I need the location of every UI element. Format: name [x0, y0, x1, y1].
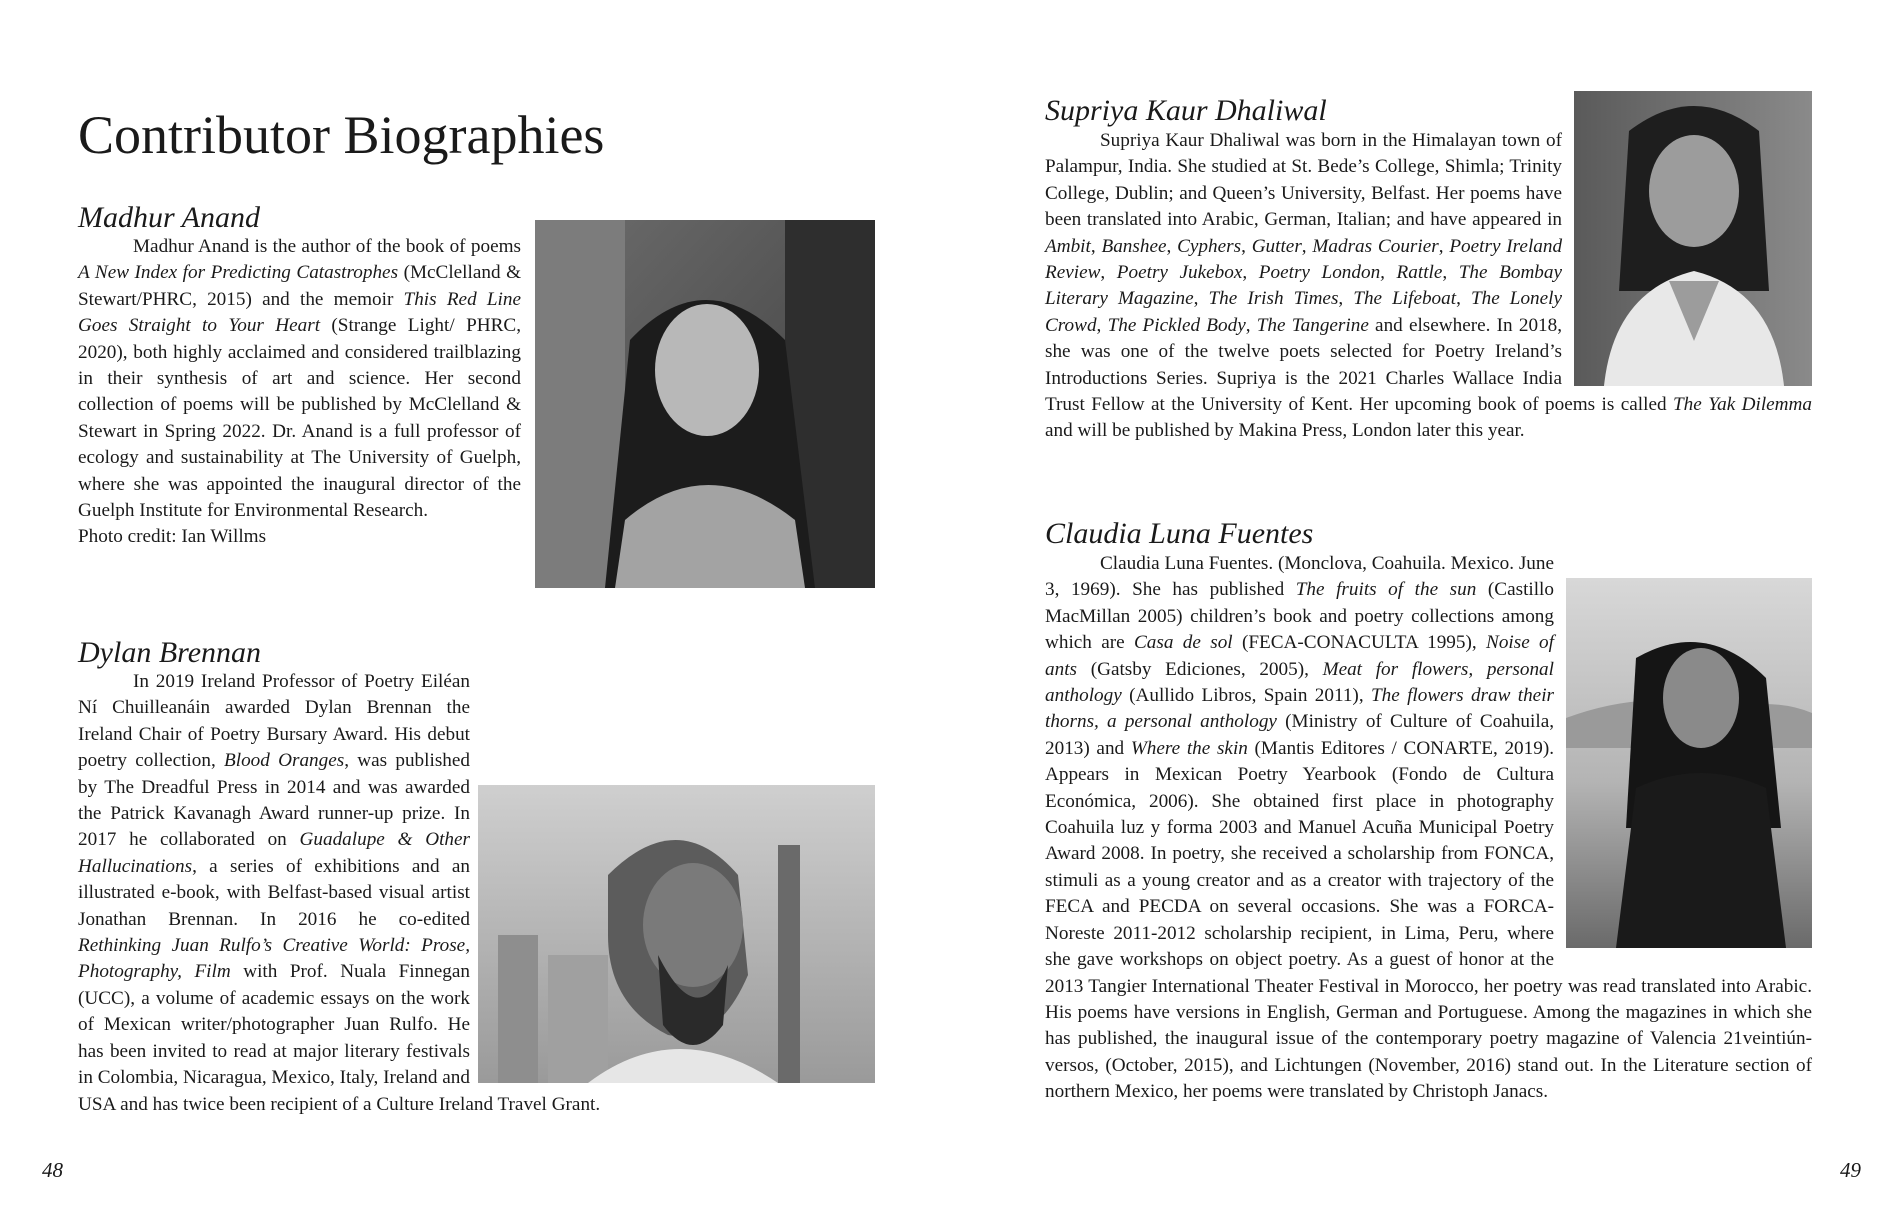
- italic-title: Poetry London, Rattle: [1258, 262, 1443, 284]
- italic-title: Ambit: [1045, 235, 1091, 257]
- bio-segment: ,: [1338, 288, 1354, 310]
- bio-segment: ,: [1241, 235, 1252, 257]
- italic-title: Gutter: [1251, 235, 1302, 257]
- bio-segment: , was published by The Dreadful Press in 2014 and was awarded the Patrick Kavanagh Award runner-up prize. In 2017 he collaborated on: [78, 750, 470, 851]
- bio-segment: , a series of exhibitions and an illustrated e-book, with Belfast-based visual artist Jonathan Brennan. In 2016 he co-edited: [78, 855, 470, 930]
- contributor-name-madhur-anand: Madhur Anand: [78, 201, 260, 234]
- contributor-bio-dylan-brennan: [78, 669, 875, 1118]
- contributor-bio-claudia-luna-fuentes: [1045, 551, 1812, 1106]
- page-title: Contributor Biographies: [78, 105, 605, 165]
- bio-segment: (Aullido Libros, Spain 2011),: [1121, 685, 1371, 707]
- italic-title: Noise of ants: [1045, 632, 1554, 680]
- bio-segment: ,: [1096, 314, 1108, 336]
- bio-segment: (Castillo MacMillan 2005) children’s book and poetry collections among which are: [1045, 579, 1554, 654]
- italic-title: The Pickled Body: [1107, 314, 1246, 336]
- portrait-photo-claudia-luna-fuentes: [1566, 578, 1812, 948]
- italic-title: Casa de sol: [1134, 632, 1233, 654]
- italic-title: Where the skin: [1130, 737, 1248, 759]
- italic-title: The Irish Times: [1208, 288, 1339, 310]
- contributor-name-supriya-kaur-dhaliwal: Supriya Kaur Dhaliwal: [1045, 94, 1327, 127]
- bio-segment: and will be published by Makina Press, London later this year.: [1045, 420, 1525, 442]
- bio-segment: ,: [1090, 235, 1102, 257]
- italic-title: The Bombay Literary Magazine: [1045, 262, 1563, 310]
- italic-title: Blood Oranges: [224, 750, 345, 772]
- italic-title: Madras Courier: [1312, 235, 1439, 257]
- bio-segment: and elsewhere. In 2018, she was one of the twelve poets selected for Poetry Ireland’s Introductions Series. Supriya is the 2021 Charles Wallace India Trust Fellow at the University of Kent. Her upcoming book of poems is called: [1045, 314, 1673, 416]
- italic-title: Cyphers: [1177, 235, 1242, 257]
- bio-segment: (FECA-CONACULTA 1995),: [1232, 632, 1487, 654]
- italic-title: The Tangerine: [1256, 314, 1369, 336]
- right-page: [945, 0, 1890, 1219]
- bio-segment: Madhur Anand is the author of the book of poems: [133, 236, 521, 257]
- italic-title: This Red Line Goes Straight to Your Heart: [78, 288, 521, 337]
- bio-segment: ,: [1245, 314, 1257, 336]
- portrait-photo-madhur-anand: [535, 220, 875, 588]
- contributor-name-dylan-brennan: Dylan Brennan: [78, 636, 262, 669]
- italic-title: Poetry Ireland Review: [1045, 235, 1563, 284]
- contributor-bio-supriya-kaur-dhaliwal: [1045, 128, 1812, 445]
- italic-title: The fruits of the sun: [1295, 579, 1477, 601]
- bio-segment: (Gatsby Ediciones, 2005),: [1077, 658, 1323, 680]
- italic-title: The Lonely Crowd: [1045, 288, 1563, 336]
- portrait-photo-supriya-kaur-dhaliwal: [1574, 91, 1812, 386]
- bio-segment: with Prof. Nuala Finnegan (UCC), a volume of academic essays on the work of Mexican writer/photographer Juan Rulfo. He has been invited to read at major literary festivals in Colombia, Nicaragua, Mexico, Italy, Ireland and USA and has twice been recipient of a Culture Ireland Travel Grant.: [78, 961, 601, 1115]
- bio-segment: ,: [1438, 235, 1450, 257]
- italic-title: The Yak Dilemma: [1673, 394, 1812, 416]
- contributor-bio-madhur-anand: [78, 234, 875, 588]
- contributor-name-claudia-luna-fuentes: Claudia Luna Fuentes: [1045, 517, 1314, 550]
- bio-segment: (Mantis Editores / CONARTE, 2019). Appears in Mexican Poetry Yearbook (Fondo de Cultura Económica, 2006). She obtained first place in photography Coahuila luz y forma 2003 and Manuel Acuña Municipal Poetry Award 2008. In poetry, she received a scholarship from FONCA, stimuli as a young creator and as a creator with trajectory of the FECA and PECDA on several occasions. She was a FORCA-Noreste 2011-2012 scholarship recipient, in Lima, Peru, where she gave workshops on object poetry. As a guest of honor at the 2013 Tangier International Theater Festival in Morocco, her poetry was read translated into Arabic. His poems have versions in English, German and Portuguese. Among the magazines in which she has published, the inaugural issue of the contemporary poetry magazine of Valencia 21veintiún-versos, (October, 2015), and Lichtungen (November, 2016) stand out. In the Literature section of northern Mexico, her poems were translated by Christoph Janacs.: [1045, 737, 1812, 1103]
- bio-segment: (McClelland & Stewart/PHRC, 2015) and the memoir: [78, 262, 522, 310]
- bio-segment: ,: [1301, 235, 1313, 257]
- photo-credit: Photo credit: Ian Willms: [78, 526, 267, 548]
- italic-title: Poetry Jukebox: [1116, 262, 1243, 284]
- bio-segment: In 2019 Ireland Professor of Poetry Eiléan Ní Chuilleanáin awarded Dylan Brennan the Ireland Chair of Poetry Bursary Award. His debut poetry collection,: [78, 671, 470, 772]
- bio-segment: ,: [1456, 288, 1471, 310]
- bio-segment: ,: [1100, 262, 1117, 284]
- bio-segment: ,: [1166, 235, 1178, 257]
- bio-segment: ,: [1442, 262, 1459, 284]
- italic-title: The flowers draw their thorns, a personal anthology: [1045, 685, 1554, 733]
- portrait-photo-dylan-brennan: [478, 785, 875, 1083]
- italic-title: Meat for flowers, personal anthology: [1045, 658, 1554, 707]
- bio-segment: (Ministry of Culture of Coahuila, 2013) and: [1045, 711, 1555, 759]
- bio-segment: Supriya Kaur Dhaliwal was born in the Himalayan town of Palampur, India. She studied at St. Bede’s College, Shimla; Trinity College, Dublin; and Queen’s University, Belfast. Her poems have been translated into Arabic, German, Italian; and have appeared in: [1045, 130, 1562, 231]
- bio-segment: (Strange Light/ PHRC, 2020), both highly acclaimed and considered trailblazing in their synthesis of art and science. Her second collection of poems will be published by McClelland & Stewart in Spring 2022. Dr. Anand is a full professor of ecology and sustainability at The University of Guelph, where she was appointed the inaugural director of the Guelph Institute for Environmental Research.: [78, 315, 521, 522]
- bio-segment: Claudia Luna Fuentes. (Monclova, Coahuila. Mexico. June 3, 1969). She has published: [1045, 553, 1555, 601]
- italic-title: Guadalupe & Other Hallucinations: [78, 829, 470, 877]
- italic-title: The Lifeboat: [1353, 288, 1457, 310]
- italic-title: A New Index for Predicting Catastrophes: [78, 262, 399, 284]
- italic-title: Rethinking Juan Rulfo’s Creative World: Prose, Photography, Film: [78, 935, 470, 983]
- page-number-right: 49: [1840, 1158, 1861, 1182]
- italic-title: Banshee: [1101, 235, 1167, 257]
- bio-segment: ,: [1242, 262, 1259, 284]
- bio-segment: ,: [1193, 288, 1209, 310]
- page-number-left: 48: [42, 1158, 63, 1182]
